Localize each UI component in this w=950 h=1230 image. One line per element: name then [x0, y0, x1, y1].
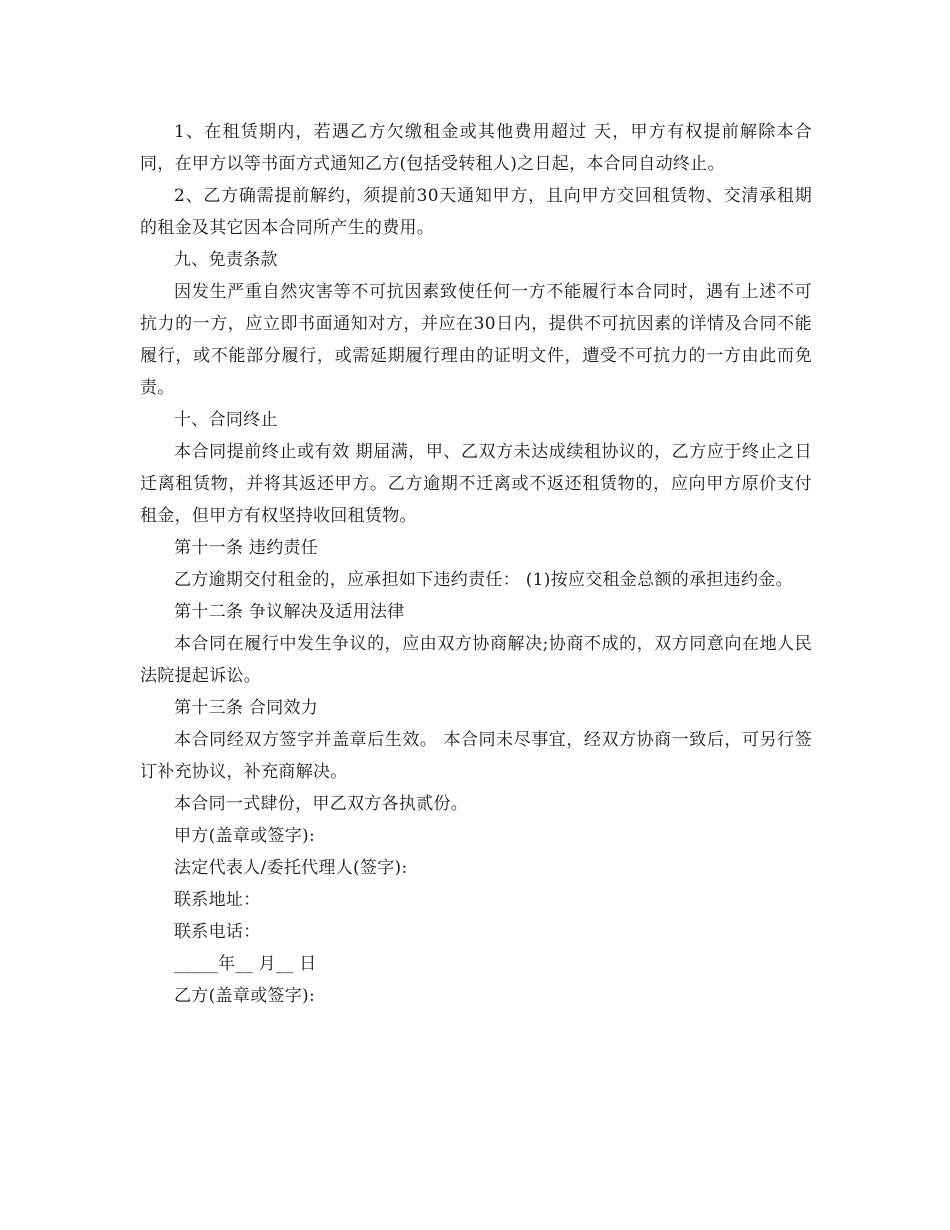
signature-party-a: 甲方(盖章或签字): [174, 826, 315, 846]
clause-dispute: 本合同在履行中发生争议的，应由双方协商解决;协商不成的，双方同意向在地人民法院提起诉讼。 [140, 634, 812, 686]
clause-contract-termination: 本合同提前终止或有效 期届满，甲、乙双方未达成续租协议的，乙方应于终止之日迁离租赁物，并将其返还甲方。乙方逾期不迁离或不返还租赁物的，应向甲方原价支付租金，但甲方有权坚持收回租赁物。 [140, 442, 812, 526]
clause-copies: 本合同一式肆份，甲乙双方各执贰份。 [174, 794, 469, 814]
signature-contact-phone: 联系电话： [174, 922, 261, 942]
section-heading-force-majeure: 九、免责条款 [174, 250, 278, 270]
signature-date: _____年__ 月__ 日 [174, 954, 317, 974]
document-body [140, 116, 812, 1012]
clause-termination-arrears: 1、在租赁期内，若遇乙方欠缴租金或其他费用超过 天，甲方有权提前解除本合同，在甲方以等书面方式通知乙方(包括受转租人)之日起，本合同自动终止。 [140, 122, 812, 174]
signature-contact-address: 联系地址： [174, 890, 261, 910]
section-heading-dispute: 第十二条 争议解决及适用法律 [174, 602, 405, 622]
section-heading-validity: 第十三条 合同效力 [174, 698, 319, 718]
signature-party-b: 乙方(盖章或签字): [174, 986, 315, 1006]
clause-early-termination: 2、乙方确需提前解约，须提前30天通知甲方，且向甲方交回租赁物、交清承租期的租金及其它因本合同所产生的费用。 [140, 186, 812, 238]
section-heading-breach: 第十一条 违约责任 [174, 538, 319, 558]
signature-legal-representative: 法定代表人/委托代理人(签字): [174, 858, 408, 878]
clause-breach: 乙方逾期交付租金的，应承担如下违约责任： (1)按应交租金总额的承担违约金。 [174, 570, 793, 590]
section-heading-contract-termination: 十、合同终止 [174, 410, 278, 430]
clause-validity: 本合同经双方签字并盖章后生效。 本合同未尽事宜，经双方协商一致后，可另行签订补充协议，补充商解决。 [140, 730, 812, 782]
clause-force-majeure: 因发生严重自然灾害等不可抗因素致使任何一方不能履行本合同时，遇有上述不可抗力的一方，应立即书面通知对方，并应在30日内，提供不可抗因素的详情及合同不能履行，或不能部分履行，或需延期履行理由的证明文件，遭受不可抗力的一方由此而免责。 [140, 282, 812, 398]
